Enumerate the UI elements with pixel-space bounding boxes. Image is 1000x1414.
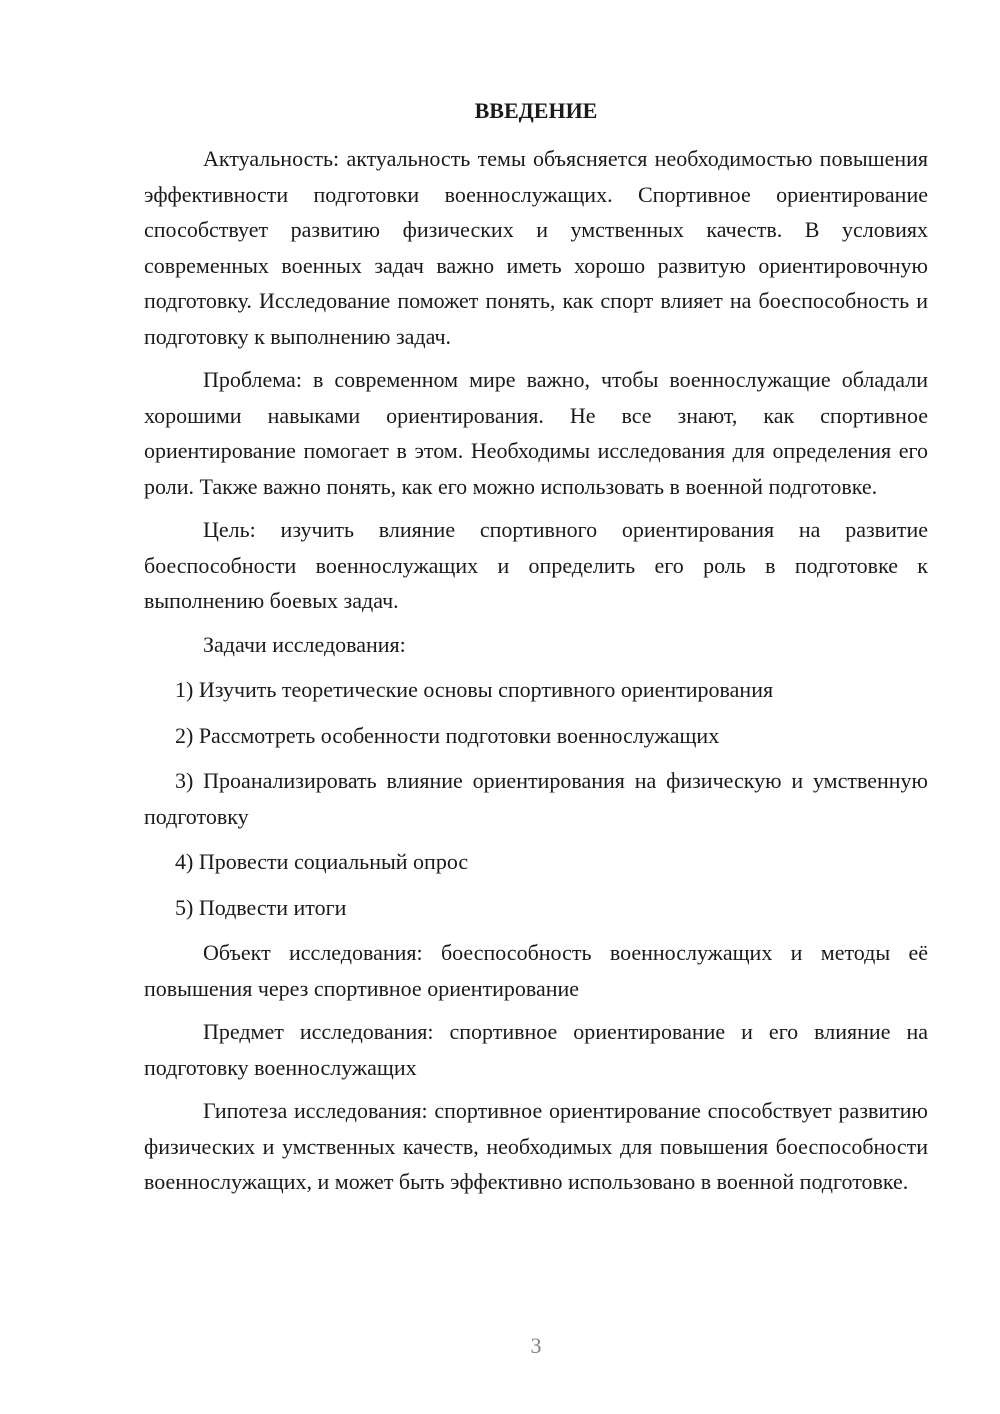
- page-title: ВВЕДЕНИЕ: [474, 98, 598, 123]
- problem-paragraph: Проблема: в современном мире важно, чтобы военнослужащие обладали хорошими навыками ориентирования. Не все знают, как спортивное ориентирование помогает в этом. Необходимы исследования для определения его роли. Также важно понять, как его можно использовать в военной подготовке.: [144, 367, 928, 499]
- page-content: [144, 93, 928, 1208]
- hypothesis-paragraph: Гипотеза исследования: спортивное ориентирование способствует развитию физических и умственных качеств, необходимых для повышения боеспособности военнослужащих, и может быть эффективно использовано в военной подготовке.: [144, 1098, 928, 1194]
- tasks-list: [144, 672, 928, 925]
- list-item: 3) Проанализировать влияние ориентирования на физическую и умственную подготовку: [144, 768, 928, 829]
- goal-paragraph: Цель: изучить влияние спортивного ориентирования на развитие боеспособности военнослужащих и определить его роль в подготовке к выполнению боевых задач.: [144, 517, 928, 613]
- tasks-heading: Задачи исследования:: [203, 631, 406, 657]
- relevance-paragraph: Актуальность: актуальность темы объясняется необходимостью повышения эффективности подготовки военнослужащих. Спортивное ориентирование способствует развитию физических и умственных качеств. В условиях современных военных задач важно иметь хорошо развитую ориентировочную подготовку. Исследование поможет понять, как спорт влияет на боеспособность и подготовку к выполнению задач.: [144, 146, 928, 349]
- list-item: 1) Изучить теоретические основы спортивного ориентирования: [175, 677, 774, 702]
- object-paragraph: Объект исследования: боеспособность военнослужащих и методы её повышения через спортивное ориентирование: [144, 940, 928, 1001]
- list-item: 2) Рассмотреть особенности подготовки военнослужащих: [175, 722, 720, 748]
- list-item: 5) Подвести итоги: [175, 894, 347, 920]
- page-number: 3: [530, 1333, 542, 1358]
- subject-paragraph: Предмет исследования: спортивное ориентирование и его влияние на подготовку военнослужащих: [144, 1019, 928, 1080]
- list-item: 4) Провести социальный опрос: [175, 849, 469, 874]
